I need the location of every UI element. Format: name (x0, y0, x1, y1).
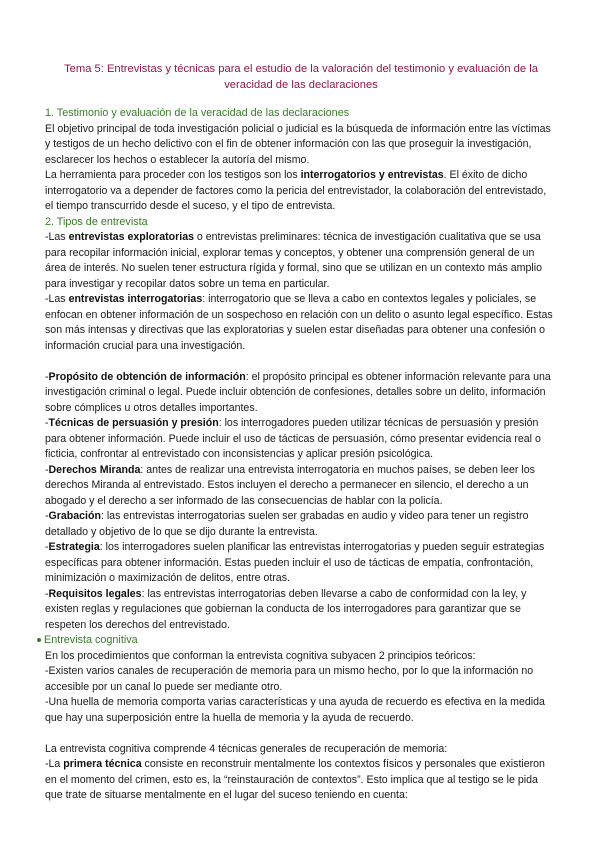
exploratory-interviews-paragraph: -Las entrevistas exploratorias o entrevistas preliminares: técnica de investigación cualitativa que se usa para recopilar información inicial, explorar temas y conceptos, y obtener una comprensión general de un área de interés. No suelen tener estructura rígida y formal, sino que se utilizan en un contexto más amplio para investigar y recopilar datos sobre un tema en particular. (45, 231, 542, 290)
spacer (45, 354, 557, 370)
cognitive-interview-heading: Entrevista cognitiva (37, 633, 557, 649)
cognitive-paragraph-1: En los procedimientos que conforman la entrevista cognitiva subyacen 2 principios teóricos: (45, 649, 476, 662)
interrogatory-interviews-paragraph: -Las entrevistas interrogatorias: interrogatorio que se lleva a cabo en contextos legales y policiales, se enfocan en obtener información de un sospechoso en relación con un delito o asunto legal específico. Estas son más intensas y directivas que las exploratorias y suelen estar diseñadas para obtener una confesión o información crucial para una investigación. (45, 293, 553, 352)
item-legal-requirements: -Requisitos legales: las entrevistas interrogatorias deben llevarse a cabo de conformidad con la ley, y existen reglas y regulaciones que gobiernan la conducta de los interrogadores para garantizar que se respeten los derechos del entrevistado. (45, 587, 527, 631)
section-1-paragraph-2: La herramienta para proceder con los testigos son los interrogatorios y entrevistas. El éxito de dicho interrogatorio va a depender de factores como la pericia del entrevistador, la colaboración del entrevistado, el tiempo transcurrido desde el suceso, y el tipo de entrevista. (45, 169, 547, 212)
cognitive-paragraph-3: -Una huella de memoria comporta varias características y una ayuda de recuerdo es efectiva en la medida que hay una superposición entre la huella de memoria y la ayuda de recuerdo. (45, 696, 545, 724)
item-strategy: -Estrategia: los interrogadores suelen planificar las entrevistas interrogatorias y pueden seguir estrategias específicas para obtener información. Estas pueden incluir el uso de tácticas de empatía, confrontación, minimización o maximización de delitos, entre otras. (45, 541, 545, 584)
item-recording: -Grabación: las entrevistas interrogatorias suelen ser grabadas en audio y video para tener un registro detallado y objetivo de lo que se dijo durante la entrevista. (45, 510, 529, 538)
cognitive-paragraph-4: La entrevista cognitiva comprende 4 técnicas generales de recuperación de memoria: (45, 742, 448, 755)
section-1-heading: 1. Testimonio y evaluación de la veracidad de las declaraciones (45, 107, 350, 119)
document-page (45, 62, 557, 804)
section-2-heading: 2. Tipos de entrevista (45, 215, 148, 228)
cognitive-paragraph-2: -Existen varios canales de recuperación de memoria para un mismo hecho, por lo que la información no accesible por un canal lo puede ser mediante otro. (45, 665, 534, 693)
cognitive-paragraph-5: -La primera técnica consiste en reconstruir mentalmente los contextos físicos y personales que existieron en el momento del crimen, esto es, la “reinstauración de contextos”. Esto implica que al testigo se le pida que trate de situarse mentalmente en el lugar del suceso teniendo en cuenta: (45, 758, 545, 801)
item-persuasion: -Técnicas de persuasión y presión: los interrogadores pueden utilizar técnicas de persuasión y presión para obtener información. Puede incluir el uso de tácticas de persuasión, cómo presentar evidencia real o ficticia, confrontar al entrevistado con inconsistencias y aplicar presión psicológica. (45, 417, 541, 460)
section-1-paragraph-1: El objetivo principal de toda investigación policial o judicial es la búsqueda de información entre las víctimas y testigos de un hecho delictivo con el fin de obtener información con las que proseguir la investigación, esclarecer los hechos o establecer la autoría del mismo. (45, 122, 551, 166)
item-purpose: -Propósito de obtención de información: el propósito principal es obtener información relevante para una investigación criminal o legal. Puede incluir obtención de confesiones, detalles sobre un delito, información sobre cómplices u otros detalles importantes. (45, 370, 551, 414)
bullet-icon (37, 638, 41, 642)
spacer (45, 726, 557, 742)
item-miranda: -Derechos Miranda: antes de realizar una entrevista interrogatoria en muchos países, se deben leer los derechos Miranda al entrevistado. Estos incluyen el derecho a permanecer en silencio, el derecho a un abogado y el derecho a ser informado de las consecuencias de hablar con la policía. (45, 463, 535, 507)
document-title: Tema 5: Entrevistas y técnicas para el estudio de la valoración del testimonio y evaluación de la veracidad de las declaraciones (64, 63, 538, 91)
